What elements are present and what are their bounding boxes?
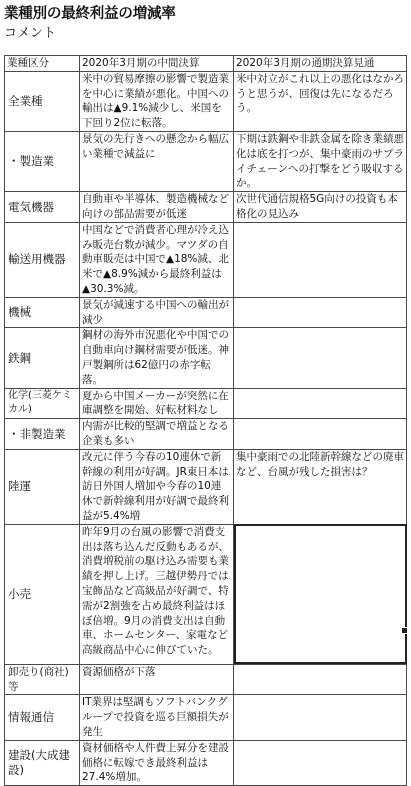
row-outlook[interactable] bbox=[234, 297, 407, 328]
row-outlook[interactable] bbox=[234, 222, 407, 297]
row-category[interactable]: 機械 bbox=[5, 297, 80, 328]
row-category[interactable]: 全業種 bbox=[5, 71, 80, 131]
sheet-title: 業種別の最終利益の増減率 bbox=[4, 6, 176, 22]
row-interim[interactable]: 景気の先行きへの懸念から幅広い業種で減益に bbox=[80, 131, 234, 191]
row-interim[interactable]: 米中の貿易摩擦の影響で製造業を中心に業績が悪化。中国への輸出は▲9.1%減少し、米国を下回り2位に転落。 bbox=[80, 71, 234, 131]
table-row bbox=[5, 131, 407, 191]
sheet-subtitle: コメント bbox=[4, 26, 57, 41]
row-interim[interactable]: 昨年9月の台風の影響で消費支出は落ち込んだ反動もあるが、消費増税前の駆け込み需要も業績を押し上げ。三越伊勢丹では宝飾品など高級品が好調で、特需が2割強を占め最終利益はほぼ倍増。9月の消費支出は自動車、ホームセンター、家電など高級商品中心に伸びていた。 bbox=[80, 524, 234, 664]
table-row bbox=[5, 388, 407, 419]
table-row bbox=[5, 664, 407, 695]
row-outlook[interactable] bbox=[234, 328, 407, 388]
row-interim[interactable]: 資源価格が下落 bbox=[80, 664, 234, 695]
row-interim[interactable]: 景気が減速する中国への輸出が減少 bbox=[80, 297, 234, 328]
table-row bbox=[5, 297, 407, 328]
selected-cell[interactable] bbox=[234, 524, 407, 664]
table-row bbox=[5, 695, 407, 740]
row-outlook[interactable] bbox=[234, 740, 407, 785]
header-interim[interactable]: 2020年3月期の中間決算 bbox=[80, 56, 234, 72]
row-interim[interactable]: 改元に伴う今春の10連休で新幹線の利用が好調。JR東日本は訪日外国人増加や今春の10連休で新幹線利用が好調で最終利益が5.4%増 bbox=[80, 449, 234, 524]
table-row bbox=[5, 740, 407, 785]
header-outlook[interactable]: 2020年3月期の通期決算見通 bbox=[234, 56, 407, 72]
fill-handle[interactable] bbox=[401, 627, 408, 634]
row-interim[interactable]: 資材価格や人件費上昇分を建設価格に転嫁でき最終利益は27.4%増加。 bbox=[80, 740, 234, 785]
row-category[interactable]: 小売 bbox=[5, 524, 80, 664]
row-outlook[interactable] bbox=[234, 695, 407, 740]
row-outlook[interactable] bbox=[234, 664, 407, 695]
row-interim[interactable]: 鋼材の海外市況悪化や中国での自動車向け鋼材需要が低迷。神戸製鋼所は62億円の赤字転落。 bbox=[80, 328, 234, 388]
row-interim[interactable]: 夏から中国メーカーが突然に在庫調整を開始、好転材料なし bbox=[80, 388, 234, 419]
table-row bbox=[5, 71, 407, 131]
row-category[interactable]: ・製造業 bbox=[5, 131, 80, 191]
header-row bbox=[5, 56, 407, 72]
row-interim[interactable]: IT業界は堅調もソフトバンクグループで投資を巡る巨額損失が発生 bbox=[80, 695, 234, 740]
table-row bbox=[5, 328, 407, 388]
row-outlook[interactable] bbox=[234, 419, 407, 450]
row-outlook[interactable] bbox=[234, 388, 407, 419]
row-category[interactable]: 輸送用機器 bbox=[5, 222, 80, 297]
row-category[interactable]: 電気機器 bbox=[5, 192, 80, 223]
row-category[interactable]: 建設(大成建設) bbox=[5, 740, 80, 785]
row-category[interactable]: 鉄鋼 bbox=[5, 328, 80, 388]
row-outlook[interactable]: 下期は鉄鋼や非鉄金属を除き業績悪化は底を打つが、集中豪雨のサプライチェーンへの打撃をどう吸収するか。 bbox=[234, 131, 407, 191]
row-category[interactable]: 陸運 bbox=[5, 449, 80, 524]
table-row bbox=[5, 192, 407, 223]
header-category[interactable]: 業種区分 bbox=[5, 56, 80, 72]
row-outlook[interactable]: 米中対立がこれ以上の悪化はなかろうと思うが、回復は先になるだろう。 bbox=[234, 71, 407, 131]
row-category[interactable]: 卸売り(商社)等 bbox=[5, 664, 80, 695]
row-category[interactable]: 化学(三菱ケミカル) bbox=[5, 388, 80, 419]
row-interim[interactable]: 自動車や半導体、製造機械など向けの部品需要が低迷 bbox=[80, 192, 234, 223]
table-row bbox=[5, 449, 407, 524]
comment-table bbox=[4, 55, 407, 786]
table-row bbox=[5, 222, 407, 297]
row-outlook[interactable]: 次世代通信規格5G向けの投資も本格化の見込み bbox=[234, 192, 407, 223]
row-outlook[interactable]: 集中豪雨での北陸新幹線などの廃車など、台風が残した損害は？ bbox=[234, 449, 407, 524]
row-category[interactable]: ・非製造業 bbox=[5, 419, 80, 450]
row-interim[interactable]: 中国などで消費者心理が冷え込み販売台数が減少。マツダの自動車販売は中国で▲18%減、北米で▲8.9%減から最終利益は▲30.3%減。 bbox=[80, 222, 234, 297]
row-interim[interactable]: 内需が比較的堅調で増益となる企業も多い bbox=[80, 419, 234, 450]
table-row bbox=[5, 524, 407, 664]
table-row bbox=[5, 419, 407, 450]
row-category[interactable]: 情報通信 bbox=[5, 695, 80, 740]
